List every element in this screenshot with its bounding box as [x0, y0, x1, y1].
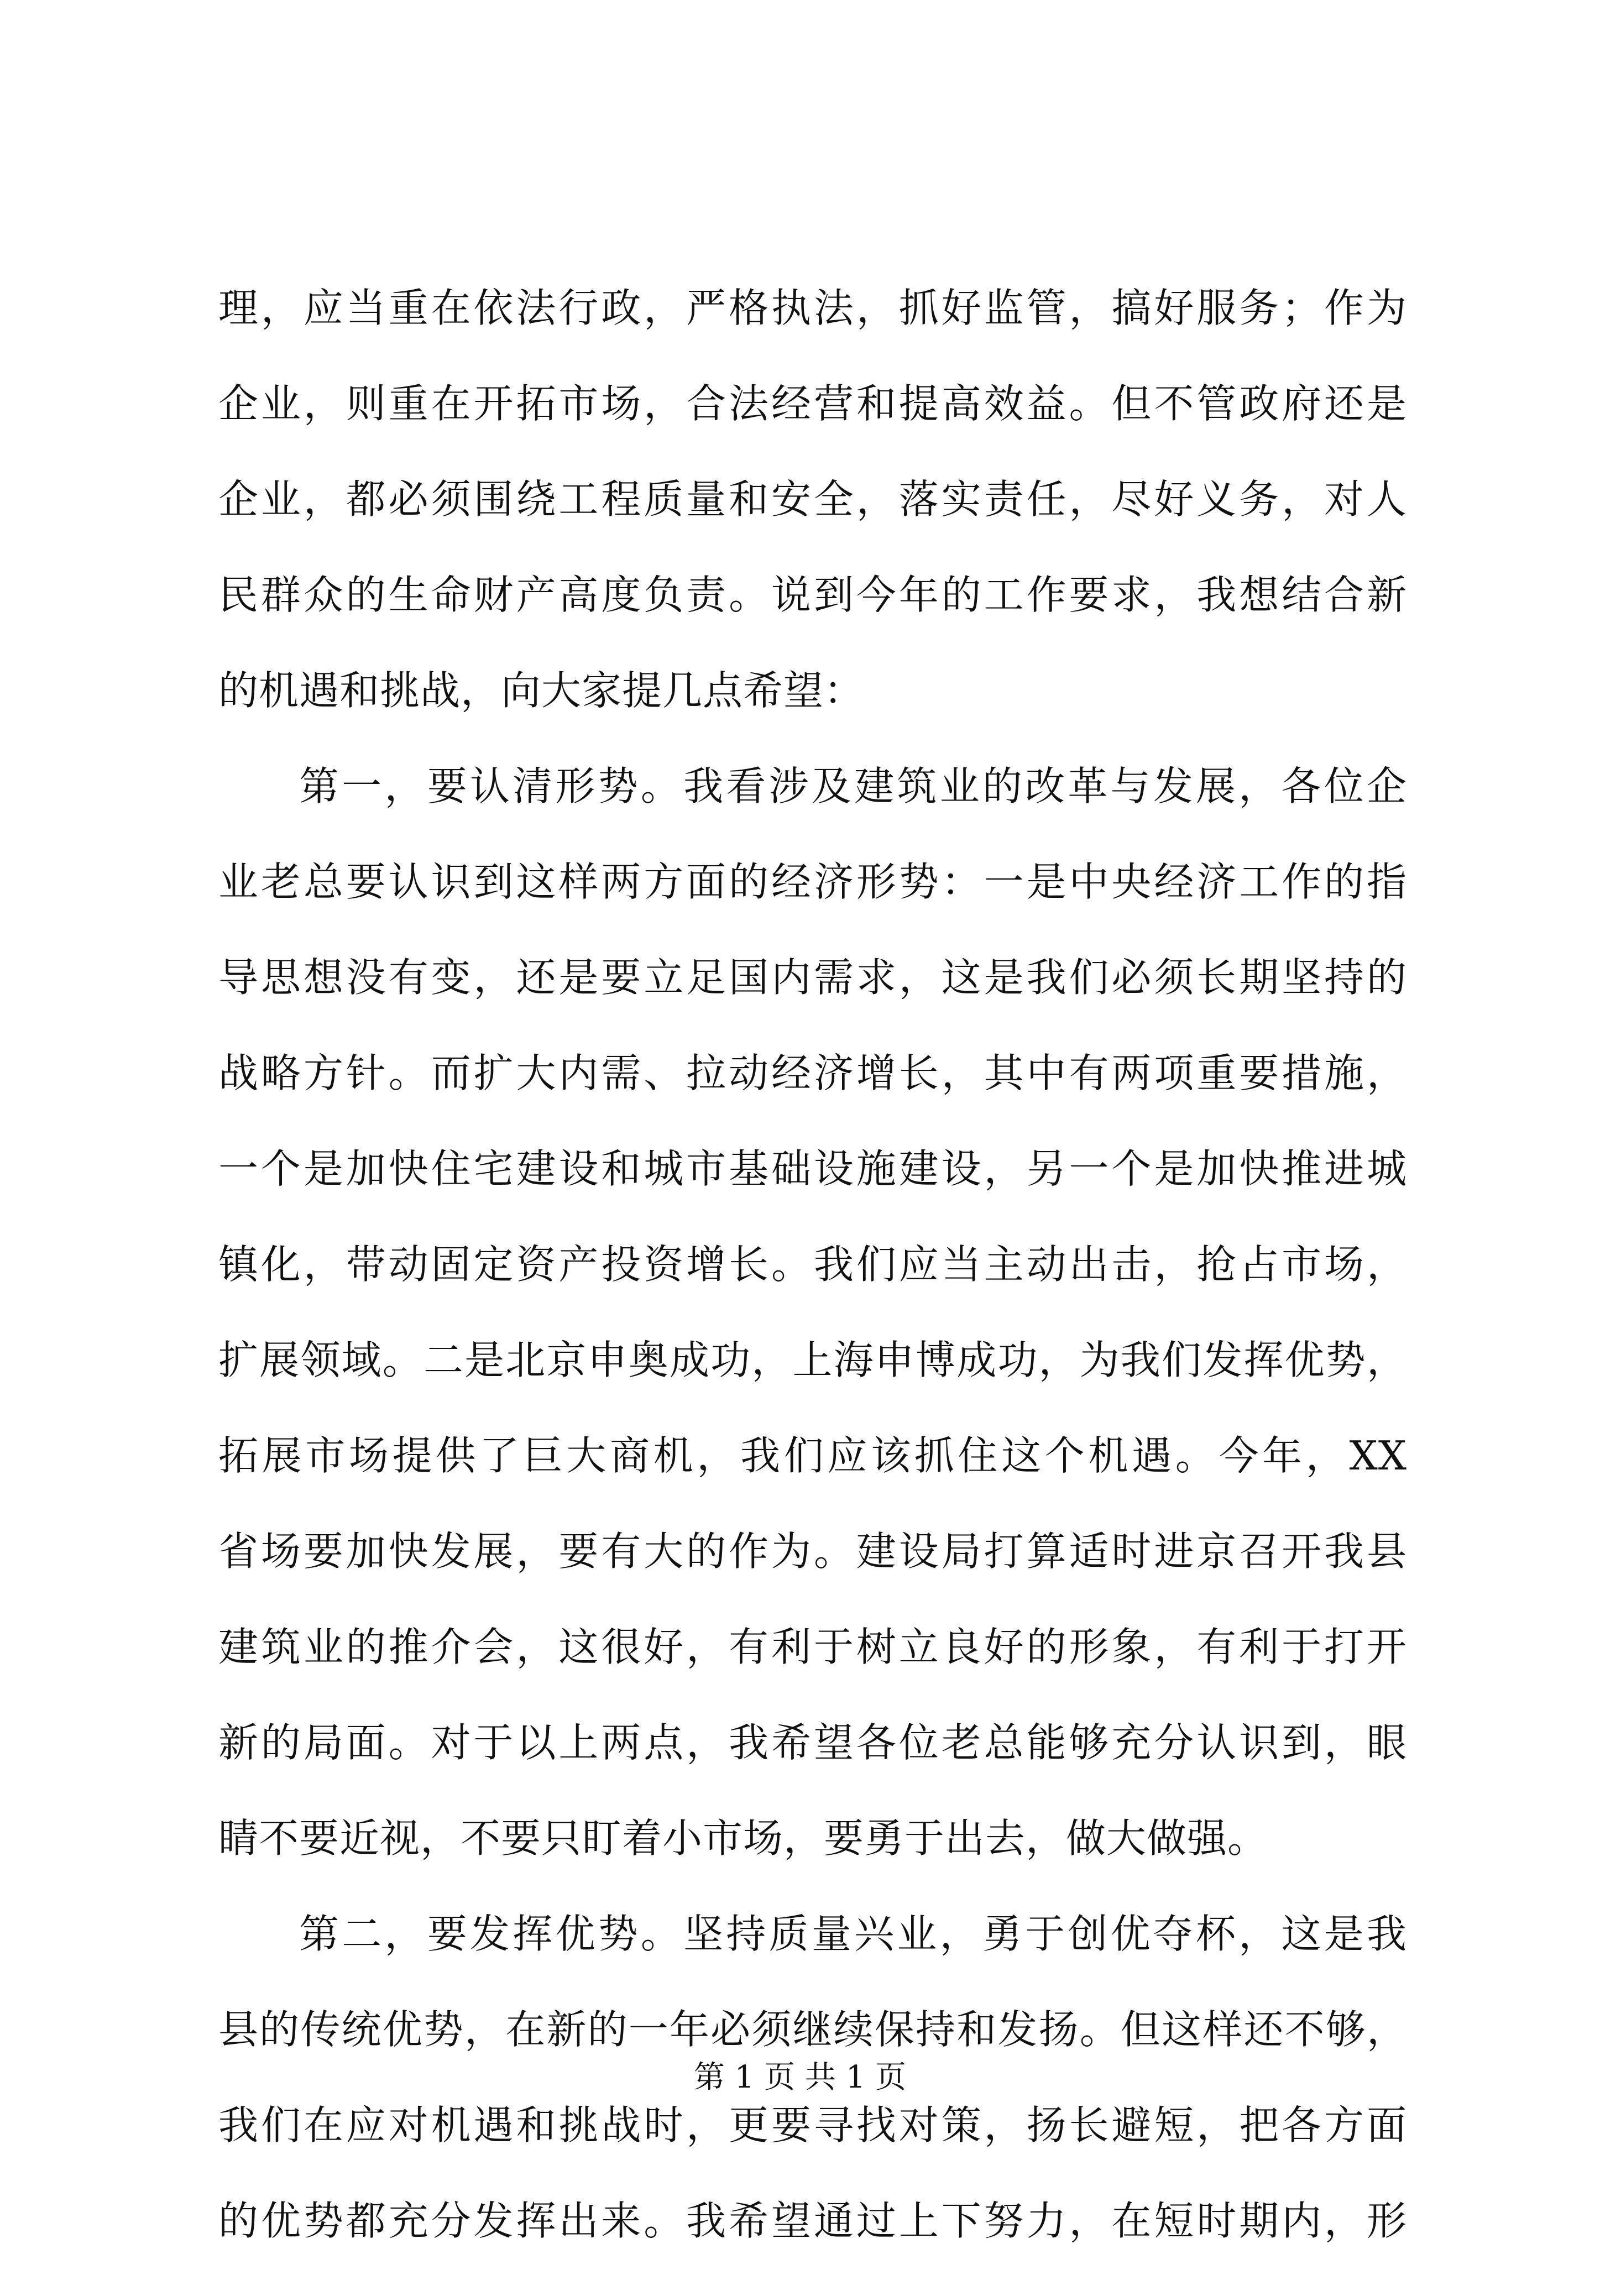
- text-line: 省场要加快发展，要有大的作为。建设局打算适时进京召开我县: [218, 1528, 1407, 1575]
- paragraph-2: [218, 763, 1407, 1861]
- text-line: 建筑业的推介会，这很好，有利于树立良好的形象，有利于打开: [218, 1624, 1407, 1670]
- text-line: 我们在应对机遇和挑战时，更要寻找对策，扬长避短，把各方面: [218, 2102, 1407, 2148]
- text-line: 一个是加快住宅建设和城市基础设施建设，另一个是加快推进城: [218, 1146, 1407, 1192]
- text-line: 拓展市场提供了巨大商机，我们应该抓住这个机遇。今年，XX: [218, 1432, 1407, 1479]
- text-line: 业老总要认识到这样两方面的经济形势：一是中央经济工作的指: [218, 859, 1407, 905]
- text-line: 企业，都必须围绕工程质量和安全，落实责任，尽好义务，对人: [218, 476, 1407, 522]
- text-line: 第二，要发挥优势。坚持质量兴业，勇于创优夺杯，这是我: [299, 1911, 1407, 1957]
- paragraph-1: [218, 287, 1407, 712]
- text-line: 镇化，带动固定资产投资增长。我们应当主动出击，抢占市场，: [218, 1241, 1407, 1288]
- text-line: 的优势都充分发挥出来。我希望通过上下努力，在短时期内，形: [218, 2198, 1407, 2244]
- text-line: 扩展领域。二是北京申奥成功，上海申博成功，为我们发挥优势，: [218, 1337, 1407, 1383]
- text-line: 理，应当重在依法行政，严格执法，抓好监管，搞好服务；作为: [218, 285, 1407, 331]
- text-line: 县的传统优势，在新的一年必须继续保持和发扬。但这样还不够，: [218, 2006, 1407, 2053]
- text-line: 导思想没有变，还是要立足国内需求，这是我们必须长期坚持的: [218, 954, 1407, 1001]
- text-line: 第一，要认清形势。我看涉及建筑业的改革与发展，各位企: [299, 763, 1407, 809]
- document-body: [218, 287, 1407, 2296]
- text-line: 新的局面。对于以上两点，我希望各位老总能够充分认识到，眼: [218, 1719, 1407, 1766]
- page-number-footer: 第 1 页 共 1 页: [693, 2059, 907, 2095]
- text-line: 的机遇和挑战，向大家提几点希望：: [218, 667, 865, 714]
- text-line: 民群众的生命财产高度负责。说到今年的工作要求，我想结合新: [218, 572, 1407, 618]
- text-line: 战略方针。而扩大内需、拉动经济增长，其中有两项重要措施，: [218, 1050, 1407, 1096]
- text-line: 企业，则重在开拓市场，合法经营和提高效益。但不管政府还是: [218, 380, 1407, 427]
- text-line: 睛不要近视，不要只盯着小市场，要勇于出去，做大做强。: [218, 1815, 1268, 1861]
